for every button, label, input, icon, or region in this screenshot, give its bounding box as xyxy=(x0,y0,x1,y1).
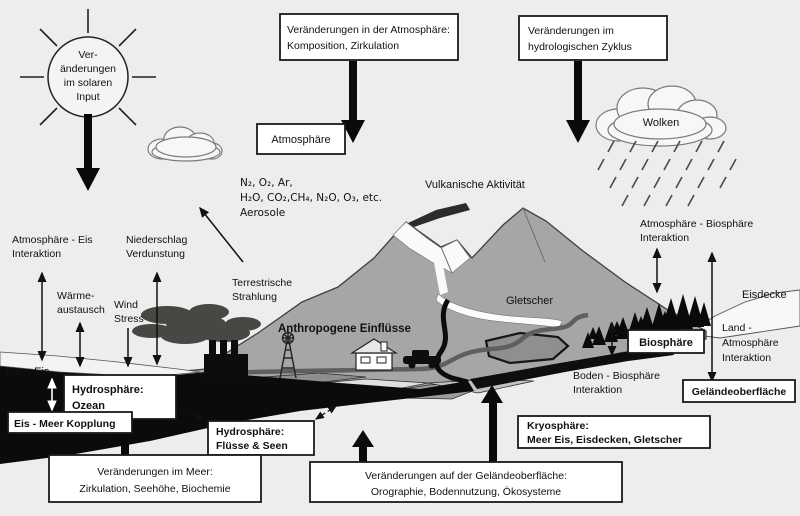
biosphere-label: Biosphäre xyxy=(639,337,693,349)
terrestrial-radiation-line2: Strahlung xyxy=(232,291,277,303)
atmosphere-ice-line1: Atmosphäre - Eis xyxy=(12,234,93,246)
heat-exchange-line1: Wärme- xyxy=(57,290,95,302)
atmosphere-change-line1: Veränderungen in der Atmosphäre: xyxy=(287,24,450,36)
land-atmosphere-line1: Land - xyxy=(722,322,752,334)
heat-exchange-line2: austausch xyxy=(57,304,105,316)
hydrological-change-line2: hydrologischen Zyklus xyxy=(528,41,632,53)
cryosphere-line1: Kryosphäre: xyxy=(527,420,589,432)
atmosphere-biosphere-line1: Atmosphäre - Biosphäre xyxy=(640,218,754,230)
wind-stress-line2: Stress xyxy=(114,313,144,325)
terrestrial-radiation-arrow xyxy=(200,208,243,262)
sea-change-line2: Zirkulation, Seehöhe, Biochemie xyxy=(79,483,231,495)
surface-change-line1: Veränderungen auf der Geländeoberfläche: xyxy=(365,470,567,482)
sea-ice-label: Meer Eis xyxy=(6,366,50,378)
hydrological-change-box xyxy=(519,16,667,60)
land-atmosphere-line3: Interaktion xyxy=(722,352,772,364)
surface-change-line2: Orographie, Bodennutzung, Ökosysteme xyxy=(370,486,562,498)
precipitation-line2: Verdunstung xyxy=(126,248,185,260)
cryosphere-line2: Meer Eis, Eisdecken, Gletscher xyxy=(527,434,683,446)
hydrosphere-rivers-line2: Flüsse & Seen xyxy=(216,440,288,452)
glacier-label: Gletscher xyxy=(506,295,554,307)
atmosphere-biosphere-line2: Interaktion xyxy=(640,232,690,244)
rain-cloud xyxy=(596,86,726,146)
sea-change-line1: Veränderungen im Meer: xyxy=(97,466,213,478)
sun xyxy=(20,9,156,125)
gases-line1: N₂, O₂, Ar, xyxy=(240,177,293,189)
sun-label-line1: Ver- xyxy=(78,49,98,61)
atmosphere-box-label: Atmosphäre xyxy=(271,134,331,146)
wind-stress-line1: Wind xyxy=(114,299,138,311)
atmosphere-change-box xyxy=(280,14,458,60)
sun-label-line2: änderungen xyxy=(59,63,117,75)
solar-input-arrow xyxy=(76,114,100,191)
clouds-label: Wolken xyxy=(642,117,680,129)
volcanic-activity-label: Vulkanische Aktivität xyxy=(425,179,525,191)
hydrosphere-ocean-line1: Hydrosphäre: xyxy=(72,384,144,396)
hydrosphere-rivers-line1: Hydrosphäre: xyxy=(216,426,285,438)
atmosphere-change-line2: Komposition, Zirkulation xyxy=(287,40,400,52)
hydrological-change-line1: Veränderungen im xyxy=(528,25,614,37)
rain-dashes xyxy=(598,141,736,206)
atmosphere-ice-line2: Interaktion xyxy=(12,248,62,260)
sun-label-line3: im solaren xyxy=(63,77,113,89)
terrestrial-radiation-line1: Terrestrische xyxy=(232,277,293,289)
land-atmosphere-line2: Atmosphäre xyxy=(722,337,779,349)
soil-biosphere-line1: Boden - Biosphäre xyxy=(573,370,660,382)
small-cloud xyxy=(148,127,222,161)
precipitation-line1: Niederschlag xyxy=(126,234,188,246)
sun-label-line4: Input xyxy=(76,91,100,103)
ice-sheet-label: Eisdecke xyxy=(742,289,787,301)
surface-change-long-arrow xyxy=(481,385,503,463)
gases-line3: Aerosole xyxy=(240,207,286,219)
factory-smoke xyxy=(132,304,261,344)
gases-line2: H₂O, CO₂,CH₄, N₂O, O₃, etc. xyxy=(240,192,383,204)
ice-sea-coupling-label: Eis - Meer Kopplung xyxy=(14,418,116,430)
anthropogenic-label: Anthropogene Einflüsse xyxy=(278,323,411,335)
hydrosphere-ocean-line2: Ozean xyxy=(72,400,106,412)
surface-change-arrow xyxy=(352,430,374,463)
hydrological-change-arrow xyxy=(566,61,590,143)
land-surface-label: Geländeoberfläche xyxy=(691,386,787,398)
volcano-plume xyxy=(408,203,470,227)
soil-biosphere-line2: Interaktion xyxy=(573,384,623,396)
